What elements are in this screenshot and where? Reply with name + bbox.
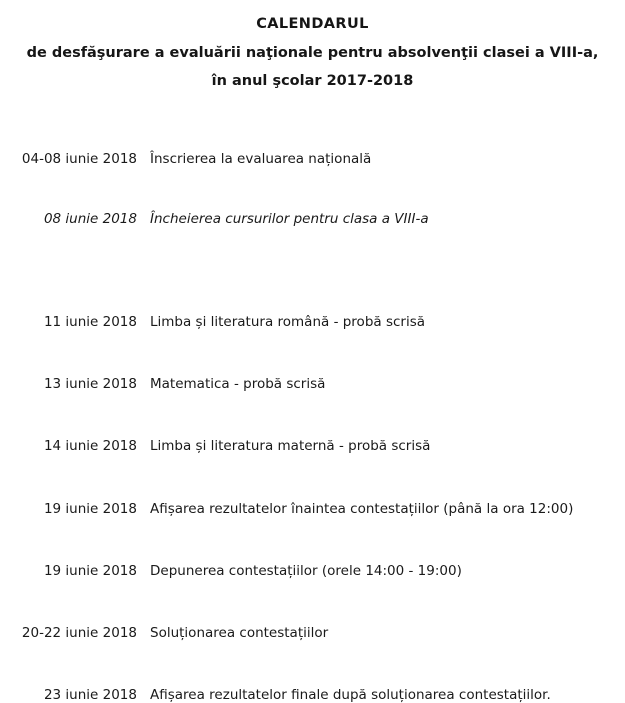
row-date: 08 iunie 2018 [43, 210, 137, 227]
table-row [0, 438, 625, 454]
row-gap [0, 227, 625, 314]
column-spacer [137, 501, 150, 517]
document-title-block [0, 0, 625, 94]
row-gap [0, 517, 625, 563]
row-date: 20-22 iunie 2018 [21, 625, 137, 642]
column-spacer [137, 563, 150, 579]
table-row [0, 687, 625, 703]
row-gap [0, 579, 625, 625]
row-description: Depunerea contestațiilor (orele 14:00 - 19:00) [150, 562, 462, 579]
row-gap [0, 392, 625, 438]
column-spacer [137, 151, 150, 167]
row-date: 13 iunie 2018 [43, 376, 137, 393]
page-title: CALENDARUL [256, 16, 369, 32]
table-row [0, 151, 625, 167]
row-date: 14 iunie 2018 [43, 438, 137, 455]
table-row [0, 563, 625, 579]
table-row [0, 376, 625, 392]
row-description: Limba și literatura română - probă scrisă [150, 314, 426, 331]
row-gap [0, 641, 625, 687]
table-row [0, 625, 625, 641]
row-date: 04-08 iunie 2018 [21, 150, 137, 167]
page-subtitle-line-1: de desfăşurare a evaluării naţionale pentru absolvenţii clasei a VIII-a, [26, 44, 599, 61]
row-description: Soluționarea contestațiilor [150, 625, 329, 642]
row-description: Afișarea rezultatelor finale după soluționarea contestațiilor. [150, 687, 551, 703]
column-spacer [137, 211, 150, 227]
row-gap [0, 330, 625, 376]
row-date: 19 iunie 2018 [43, 562, 137, 579]
table-row [0, 211, 625, 227]
row-gap [0, 167, 625, 211]
row-date: 19 iunie 2018 [43, 500, 137, 517]
row-description: Înscrierea la evaluarea națională [150, 150, 372, 167]
row-gap [0, 455, 625, 501]
row-date: 11 iunie 2018 [43, 314, 137, 331]
schedule-table [0, 151, 625, 703]
table-row [0, 314, 625, 330]
column-spacer [137, 625, 150, 641]
page-subtitle-line-2: în anul şcolar 2017-2018 [211, 73, 414, 90]
row-description: Limba și literatura maternă - probă scrisă [150, 438, 431, 455]
column-spacer [137, 314, 150, 330]
row-description: Matematica - probă scrisă [150, 376, 326, 393]
table-row [0, 501, 625, 517]
row-description: Încheierea cursurilor pentru clasa a VIII-a [150, 210, 429, 227]
row-description: Afișarea rezultatelor înaintea contestațiilor (până la ora 12:00) [150, 500, 574, 517]
column-spacer [137, 376, 150, 392]
row-date: 23 iunie 2018 [43, 687, 137, 703]
column-spacer [137, 687, 150, 703]
column-spacer [137, 438, 150, 454]
